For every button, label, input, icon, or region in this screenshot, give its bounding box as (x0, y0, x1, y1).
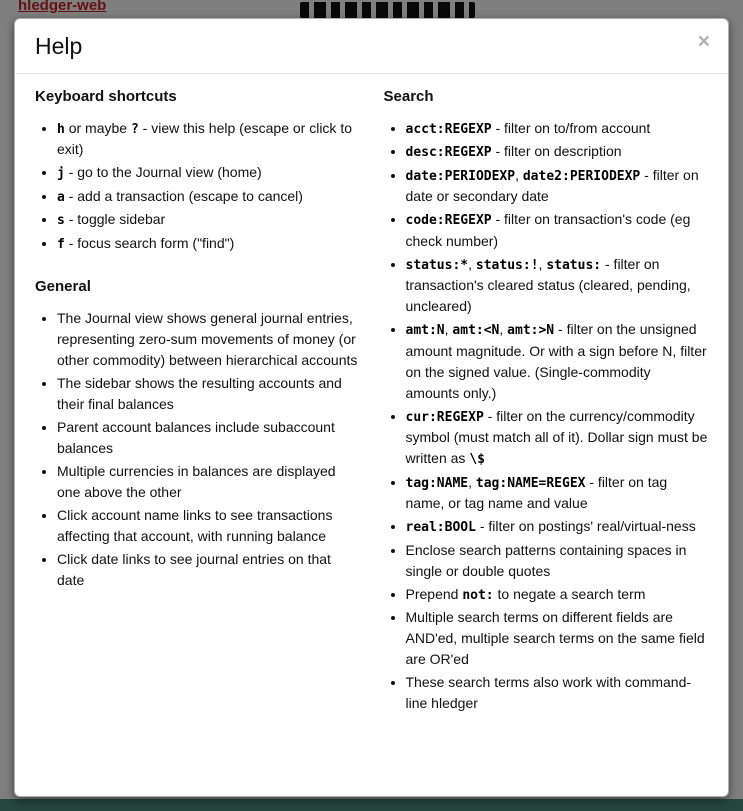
help-item: • status:*, status:!, status: - filter on transaction's cleared status (cleared, pending, uncleared) (406, 254, 709, 318)
help-item: • h or maybe ? - view this help (escape or click to exit) (57, 118, 360, 161)
help-item: • desc:REGEXP - filter on description (406, 141, 709, 163)
help-item: • amt:N, amt:<N, amt:>N - filter on the unsigned amount magnitude. Or with a sign before N, filter on the signed value. (Single-commodity amounts only.) (406, 319, 709, 404)
help-list (35, 308, 360, 591)
help-item: • cur:REGEXP - filter on the currency/commodity symbol (must match all of it). Dollar sign must be written as \$ (406, 406, 709, 470)
help-item: • acct:REGEXP - filter on to/from account (406, 118, 709, 140)
help-item: • real:BOOL - filter on postings' real/virtual-ness (406, 516, 709, 538)
help-list (384, 118, 709, 715)
modal-body (15, 74, 728, 796)
help-item: • s - toggle sidebar (57, 209, 360, 231)
help-list (35, 118, 360, 255)
section-heading: Search (383, 87, 434, 105)
help-item: • Prepend not: to negate a search term (406, 584, 709, 606)
help-item: • Parent account balances include subaccount balances (57, 417, 360, 459)
modal-title: Help (35, 33, 83, 59)
help-item: • Multiple currencies in balances are displayed one above the other (57, 461, 360, 503)
help-item: • code:REGEXP - filter on transaction's code (eg check number) (406, 209, 709, 252)
help-item: • a - add a transaction (escape to cancel) (57, 186, 360, 208)
help-item: • The Journal view shows general journal entries, representing zero-sum movements of money (or other commodity) between hierarchical accounts (57, 308, 360, 371)
left-column (35, 88, 360, 776)
help-item: • j - go to the Journal view (home) (57, 162, 360, 184)
help-item: • tag:NAME, tag:NAME=REGEX - filter on tag name, or tag name and value (406, 472, 709, 515)
help-item: • These search terms also work with command-line hledger (406, 672, 709, 714)
help-item: • Multiple search terms on different fields are AND'ed, multiple search terms on the same field are OR'ed (406, 607, 709, 670)
help-modal (14, 18, 729, 797)
modal-header (15, 19, 728, 74)
help-item: • Enclose search patterns containing spaces in single or double quotes (406, 540, 709, 582)
help-item: • Click date links to see journal entries on that date (57, 549, 360, 591)
close-icon[interactable]: × (694, 29, 714, 54)
help-item: • f - focus search form ("find") (57, 233, 360, 255)
help-item: • Click account name links to see transactions affecting that account, with running balance (57, 505, 360, 547)
section-heading: Keyboard shortcuts (35, 87, 177, 105)
right-column (384, 88, 709, 776)
help-item: • The sidebar shows the resulting accounts and their final balances (57, 373, 360, 415)
help-item: • date:PERIODEXP, date2:PERIODEXP - filter on date or secondary date (406, 165, 709, 208)
section-heading: General (35, 278, 91, 296)
